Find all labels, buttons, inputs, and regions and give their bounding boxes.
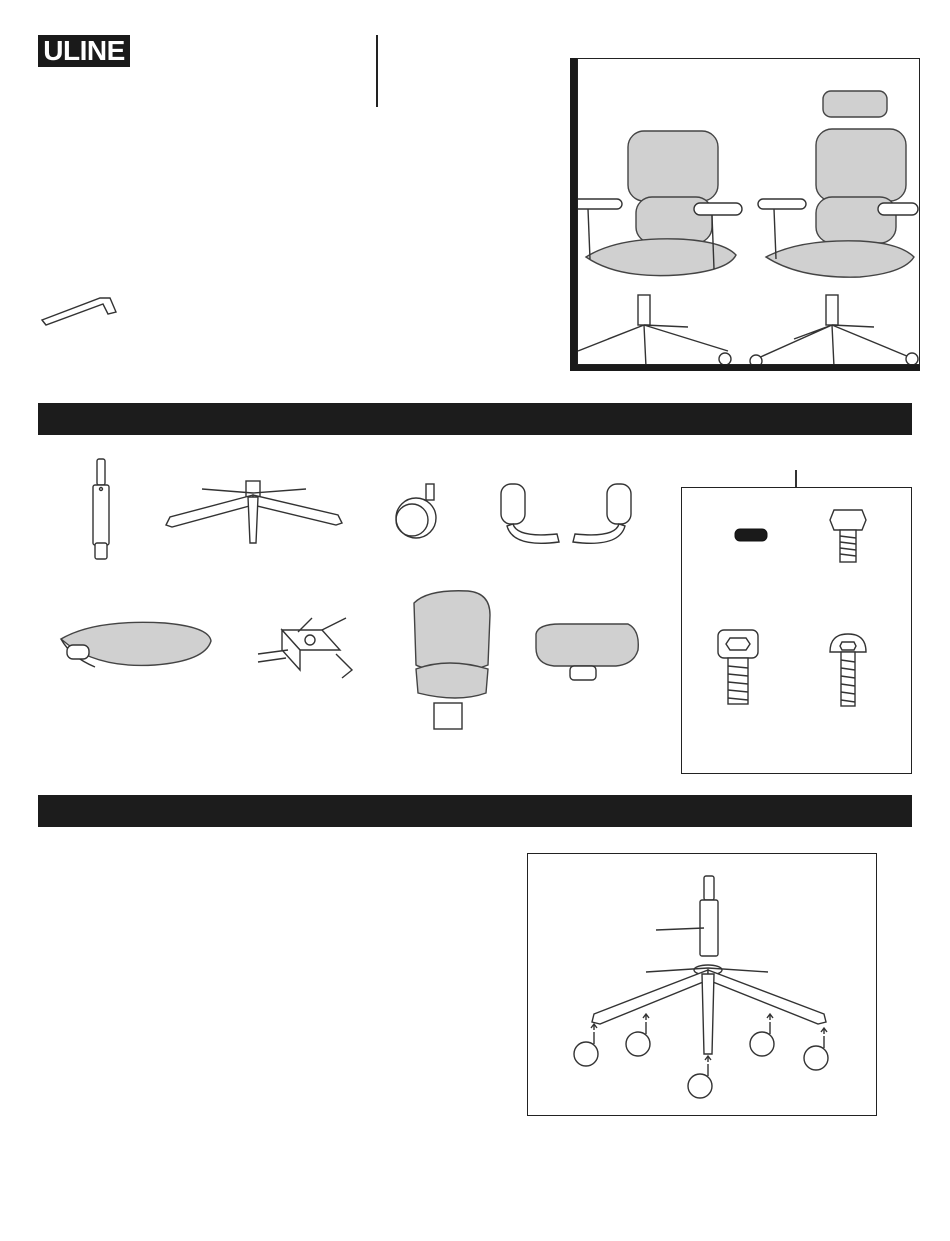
section-header-bar-parts	[38, 403, 912, 435]
backrest-icon	[408, 585, 494, 735]
hex-socket-bolt-icon	[714, 626, 762, 710]
seat-mechanism-icon	[252, 610, 356, 686]
chair-illustration	[578, 59, 919, 364]
gas-cylinder-icon	[86, 455, 116, 563]
hardware-callout-line	[795, 470, 797, 488]
button-head-screw-icon	[826, 630, 870, 712]
headrest-icon	[530, 620, 642, 692]
cap-icon	[734, 528, 768, 542]
star-base-icon	[160, 475, 346, 547]
hardware-box	[681, 487, 912, 774]
caster-icon	[392, 480, 444, 542]
section-header-bar-step	[38, 795, 912, 827]
chair-illustration-frame	[577, 58, 920, 365]
armrest-icon	[497, 478, 637, 550]
uline-logo: ULINE	[38, 35, 130, 67]
base-assembly-diagram	[528, 854, 876, 1115]
seat-mesh-icon	[55, 615, 215, 683]
allen-wrench-icon	[38, 290, 120, 330]
base-assembly-diagram-frame	[527, 853, 877, 1116]
header-divider	[376, 35, 378, 107]
flange-bolt-icon	[826, 504, 870, 568]
